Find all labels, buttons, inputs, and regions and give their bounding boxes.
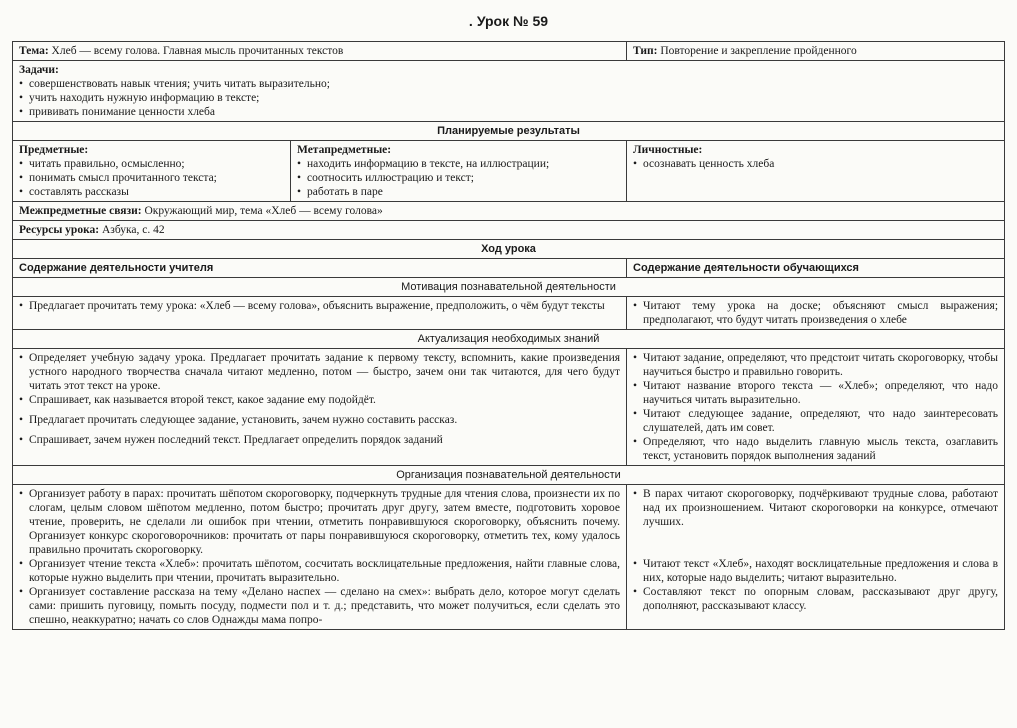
activity-column-headers-row bbox=[13, 259, 1005, 278]
list-item: • читать правильно, осмысленно; bbox=[19, 157, 284, 171]
list-item: • Предлагает прочитать тему урока: «Хлеб — всему голова», объяснить выражение, предположить, о чём будут тексты bbox=[19, 299, 620, 313]
students-activity-cell bbox=[627, 349, 1005, 466]
teacher-activity-cell bbox=[13, 349, 627, 466]
list-item: • Определяет учебную задачу урока. Предлагает прочитать задание к первому тексту, вспомнить, какие произведения устного народного творчества сначала читают медленно, потом — быстро, зачем они так читаются, для чего будут читать этот текст на уроке. bbox=[19, 351, 620, 393]
resources-label: Ресурсы урока: bbox=[19, 224, 100, 236]
teacher-activity-cell bbox=[13, 485, 627, 630]
topic-label: Тема: bbox=[19, 45, 49, 57]
subject-results-cell bbox=[13, 141, 291, 202]
tasks-label: Задачи: bbox=[19, 64, 59, 76]
lesson-title: . Урок № 59 bbox=[468, 13, 549, 29]
list-item: • составлять рассказы bbox=[19, 185, 284, 199]
students-activity-cell bbox=[627, 485, 1005, 630]
lesson-title-text: Урок № 59 bbox=[476, 13, 549, 29]
type-value: Повторение и закрепление пройденного bbox=[660, 45, 857, 57]
interdisciplinary-value: Окружающий мир, тема «Хлеб — всему голова» bbox=[144, 205, 383, 217]
stage-header-row bbox=[13, 330, 1005, 349]
task-item: • совершенствовать навык чтения; учить читать выразительно; bbox=[19, 77, 998, 91]
list-item: • Предлагает прочитать следующее задание, установить, зачем нужно составить рассказ. bbox=[19, 413, 620, 427]
stage-title: Актуализация необходимых знаний bbox=[13, 330, 1005, 349]
stage-header-row bbox=[13, 278, 1005, 297]
stage-content-row bbox=[13, 349, 1005, 466]
teacher-activity-list bbox=[19, 487, 620, 627]
lesson-flow-header-row bbox=[13, 240, 1005, 259]
planned-results-row bbox=[13, 141, 1005, 202]
list-item: • Спрашивает, как называется второй текст, какое задание ему подойдёт. bbox=[19, 393, 620, 407]
list-item: • Читают текст «Хлеб», находят восклицательные предложения и слова в них, которые надо выделить; читают выразительно. bbox=[633, 557, 998, 585]
spacer bbox=[633, 529, 998, 557]
list-item: • Составляют текст по опорным словам, рассказывают друг другу, дополняют, рассказывают классу. bbox=[633, 585, 998, 613]
tasks-list bbox=[19, 77, 998, 119]
task-item: • прививать понимание ценности хлеба bbox=[19, 105, 998, 119]
stage-content-row bbox=[13, 297, 1005, 330]
students-column-header: Содержание деятельности обучающихся bbox=[627, 259, 1005, 278]
personal-results-cell bbox=[627, 141, 1005, 202]
students-activity-cell bbox=[627, 297, 1005, 330]
list-item: • работать в паре bbox=[297, 185, 620, 199]
interdisciplinary-row bbox=[13, 202, 1005, 221]
lesson-flow-header: Ход урока bbox=[13, 240, 1005, 259]
personal-results-label: Личностные: bbox=[633, 144, 703, 156]
metasubject-results-cell bbox=[291, 141, 627, 202]
interdisciplinary-cell bbox=[13, 202, 1005, 221]
metasubject-results-label: Метапредметные: bbox=[297, 144, 392, 156]
planned-results-header: Планируемые результаты bbox=[13, 122, 1005, 141]
list-item: • соотносить иллюстрацию и текст; bbox=[297, 171, 620, 185]
resources-row bbox=[13, 221, 1005, 240]
list-item: • находить информацию в тексте, на иллюстрации; bbox=[297, 157, 620, 171]
students-activity-list bbox=[633, 487, 998, 613]
stage-title: Организация познавательной деятельности bbox=[13, 466, 1005, 485]
subject-results-list bbox=[19, 157, 284, 199]
list-item: • Читают тему урока на доске; объясняют смысл выражения; предполагают, что будут читать произведения о хлебе bbox=[633, 299, 998, 327]
personal-results-list bbox=[633, 157, 998, 171]
resources-cell bbox=[13, 221, 1005, 240]
tasks-row bbox=[13, 61, 1005, 122]
list-item: • понимать смысл прочитанного текста; bbox=[19, 171, 284, 185]
lesson-plan-table bbox=[12, 41, 1005, 630]
list-item: • Спрашивает, зачем нужен последний текст. Предлагает определить порядок заданий bbox=[19, 433, 620, 447]
subject-results-label: Предметные: bbox=[19, 144, 89, 156]
teacher-activity-list bbox=[19, 351, 620, 447]
task-item: • учить находить нужную информацию в тексте; bbox=[19, 91, 998, 105]
teacher-activity-list bbox=[19, 299, 620, 313]
list-item: • осознавать ценность хлеба bbox=[633, 157, 998, 171]
topic-cell bbox=[13, 42, 627, 61]
teacher-column-header: Содержание деятельности учителя bbox=[13, 259, 627, 278]
students-activity-list bbox=[633, 351, 998, 463]
stage-content-row bbox=[13, 485, 1005, 630]
stage-header-row bbox=[13, 466, 1005, 485]
teacher-activity-cell bbox=[13, 297, 627, 330]
list-item: • Читают название второго текста — «Хлеб»; определяют, что надо научиться читать выразительно. bbox=[633, 379, 998, 407]
topic-value: Хлеб — всему голова. Главная мысль прочитанных текстов bbox=[51, 45, 344, 57]
list-item: • Организует чтение текста «Хлеб»: прочитать шёпотом, сосчитать восклицательные предложения, найти главные слова, которые нужно выделить при чтении, прочитать выразительно. bbox=[19, 557, 620, 585]
list-item: • Читают задание, определяют, что предстоит читать скороговорку, чтобы научиться быстро и правильно говорить. bbox=[633, 351, 998, 379]
list-item: • В парах читают скороговорку, подчёркивают трудные слова, работают над их произношением. Читают скороговорки на конкурсе, отмечают лучших. bbox=[633, 487, 998, 529]
tasks-cell bbox=[13, 61, 1005, 122]
interdisciplinary-label: Межпредметные связи: bbox=[19, 205, 142, 217]
topic-row bbox=[13, 42, 1005, 61]
students-activity-list bbox=[633, 299, 998, 327]
metasubject-results-list bbox=[297, 157, 620, 199]
resources-value: Азбука, с. 42 bbox=[101, 224, 165, 236]
type-cell bbox=[627, 42, 1005, 61]
list-item: • Организует составление рассказа на тему «Делано наспех — сделано на смех»: выбрать дело, которое могут сделать сами: пришить пуговицу, помыть посуду, подмести пол и т. д.; представить, что может получиться, если сделать это спешно, неаккуратно; начать со слов Однажды мама попро- bbox=[19, 585, 620, 627]
list-item: • Определяют, что надо выделить главную мысль текста, озаглавить текст, установить порядок выполнения заданий bbox=[633, 435, 998, 463]
stage-title: Мотивация познавательной деятельности bbox=[13, 278, 1005, 297]
type-label: Тип: bbox=[633, 45, 658, 57]
planned-results-header-row bbox=[13, 122, 1005, 141]
list-item: • Читают следующее задание, определяют, что надо заинтересовать слушателей, дать им совет. bbox=[633, 407, 998, 435]
list-item: • Организует работу в парах: прочитать шёпотом скороговорку, подчеркнуть трудные для чтения слова, произнести их по слогам, целым словом шёпотом медленно, потом быстро; прочитать друг другу, затем вместе, подготовить хоровое чтение, проверить, не сделали ли ошибок при чтении, отметить понравившуюся скороговорку, объяснить почему. Организует конкурс скороговорочников: прочитать от пары понравившуюся скороговорку, отметить тех, кому удалось правильно прочитать скороговорку. bbox=[19, 487, 620, 557]
